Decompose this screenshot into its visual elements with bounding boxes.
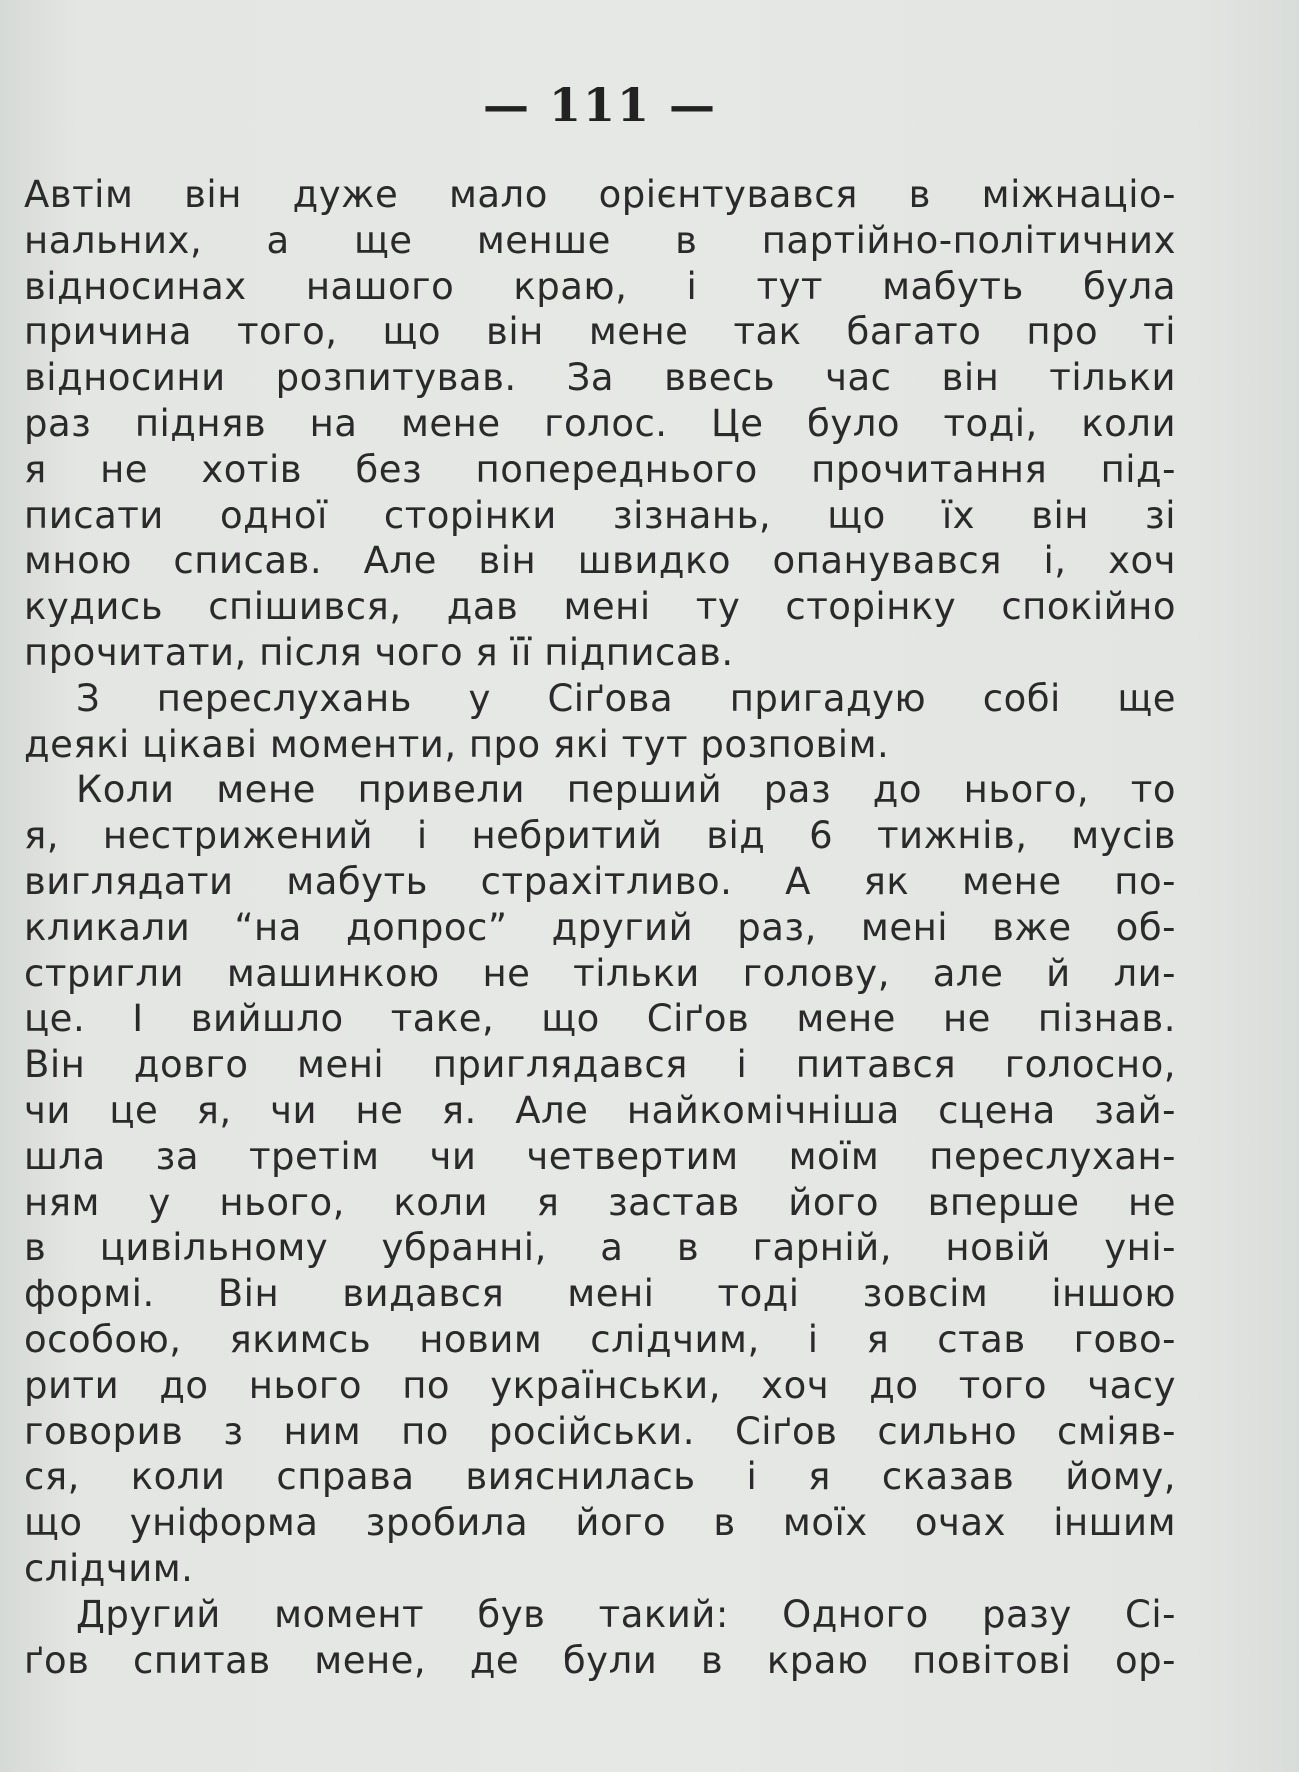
text-line: я не хотів без попереднього прочитання під-	[24, 447, 1176, 491]
text-line: що уніформа зробила його в моїх очах іншим	[24, 1501, 1176, 1545]
text-line: виглядати мабуть страхітливо. А як мене по-	[24, 859, 1176, 903]
text-line: чи це я, чи не я. Але найкомічніша сцена зай-	[24, 1088, 1176, 1132]
page-number: — 111 —	[482, 78, 718, 132]
text-line: слідчим.	[24, 1546, 194, 1590]
text-line: відносинах нашого краю, і тут мабуть була	[24, 264, 1176, 308]
text-line: деякі цікаві моменти, про які тут розповім.	[24, 722, 890, 766]
text-line: Він довго мені приглядався і питався голосно,	[24, 1043, 1176, 1087]
text-line: ґов спитав мене, де були в краю повітові ор-	[24, 1638, 1176, 1682]
text-line: шла за третім чи четвертим моїм переслухан-	[24, 1134, 1176, 1178]
text-line: писати одної сторінки зізнань, що їх він зі	[24, 493, 1176, 537]
text-line: Другий момент був такий: Одного разу Сі-	[76, 1592, 1176, 1636]
text-line: рити до нього по українськи, хоч до того часу	[24, 1363, 1176, 1407]
text-line: особою, якимсь новим слідчим, і я став гово-	[24, 1317, 1176, 1361]
text-line: Автім він дуже мало орієнтувався в міжнаціо-	[24, 173, 1176, 216]
text-line: стригли машинкою не тільки голову, але й ли-	[24, 951, 1176, 995]
text-line: З переслухань у Сіґова пригадую собі ще	[76, 676, 1176, 720]
text-line: мною списав. Але він швидко опанувався і, хоч	[24, 539, 1176, 583]
text-line: говорив з ним по російськи. Сіґов сильно сміяв-	[24, 1409, 1176, 1453]
text-line: я, нестрижений і небритий від 6 тижнів, мусів	[24, 814, 1176, 858]
text-line: відносини розпитував. За ввесь час він тільки	[24, 356, 1176, 400]
text-line: причина того, що він мене так багато про ті	[24, 310, 1176, 354]
text-line: це. І вийшло таке, що Сіґов мене не пізнав.	[24, 997, 1176, 1041]
text-line: в цивільному убранні, а в гарній, новій уні-	[24, 1226, 1176, 1270]
text-line: ся, коли справа вияснилась і я сказав йому,	[24, 1455, 1176, 1499]
text-line: раз підняв на мене голос. Це було тоді, коли	[24, 401, 1176, 445]
text-line: нальних, а ще менше в партійно-політичних	[24, 218, 1176, 262]
body-text	[24, 172, 1176, 1683]
text-line: кликали “на допрос” другий раз, мені вже об-	[24, 905, 1176, 949]
text-line: кудись спішився, дав мені ту сторінку спокійно	[24, 585, 1176, 629]
text-line: ням у нього, коли я застав його вперше не	[24, 1180, 1176, 1224]
text-line: Коли мене привели перший раз до нього, то	[76, 768, 1176, 812]
text-line: прочитати, після чого я її підписав.	[24, 630, 734, 674]
text-line: формі. Він видався мені тоді зовсім іншою	[24, 1272, 1176, 1316]
